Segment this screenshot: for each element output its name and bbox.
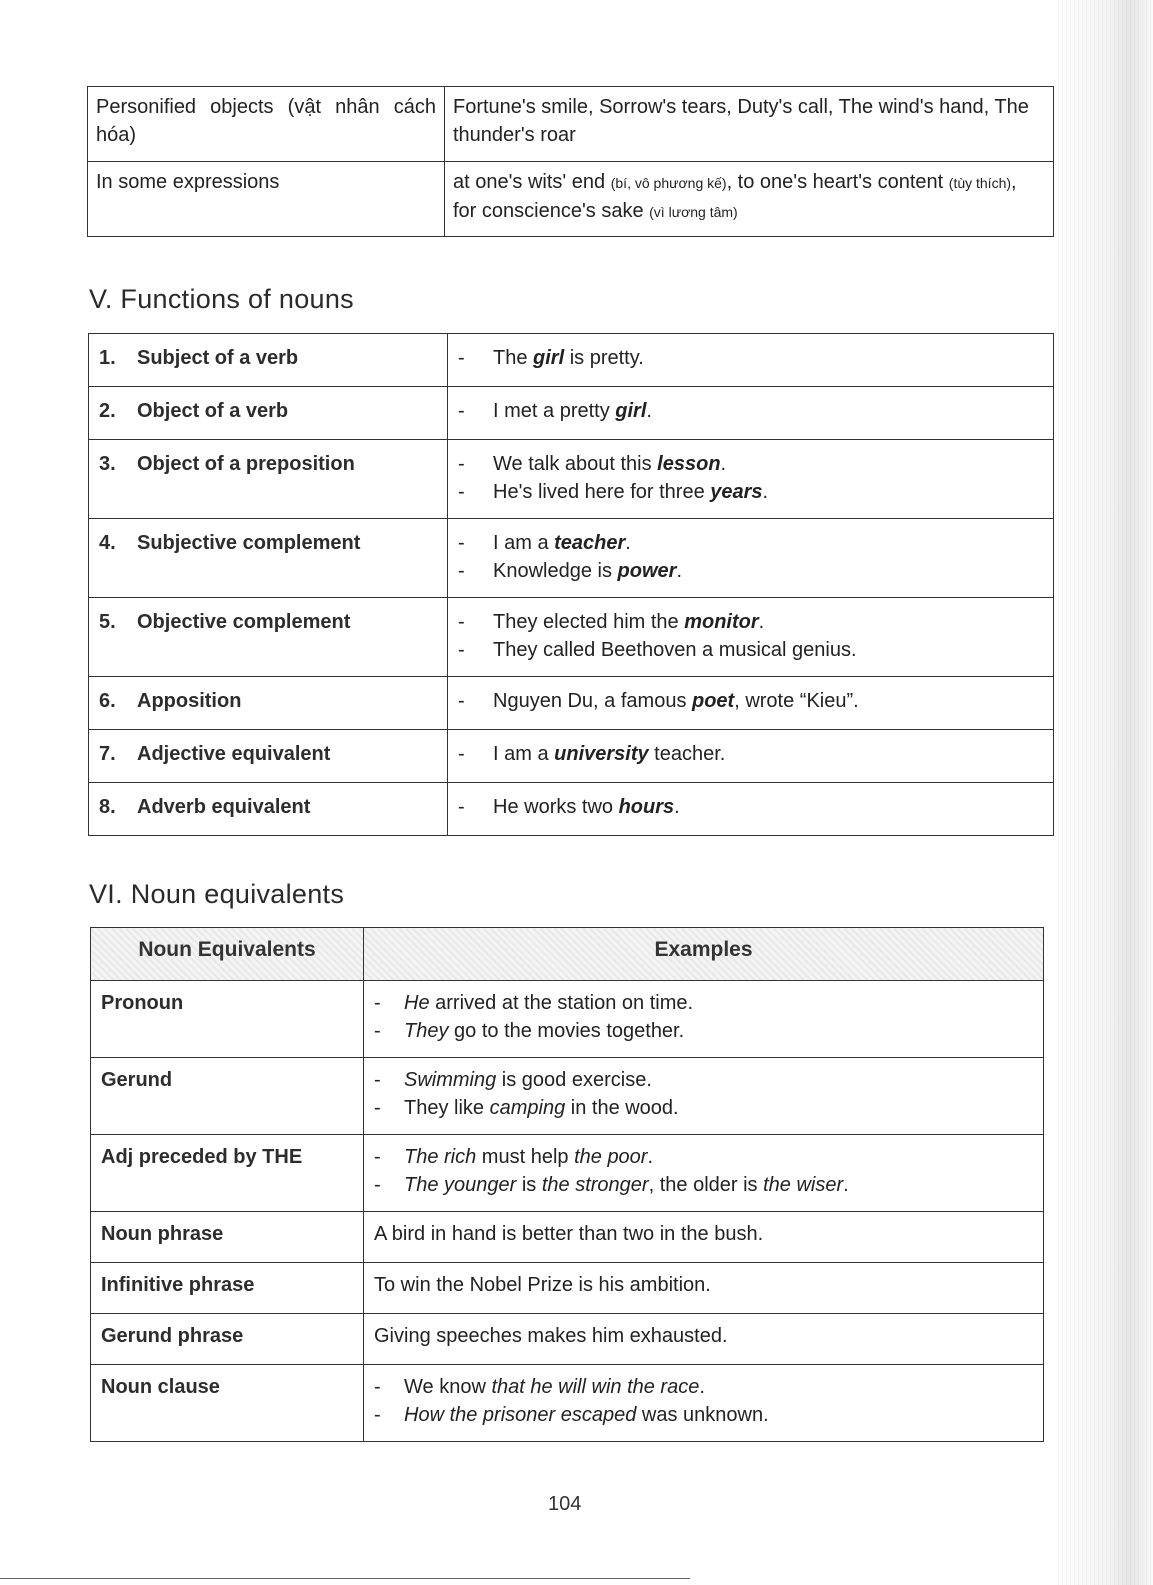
example-line: - Swimming is good exercise. <box>374 1069 652 1091</box>
column-header: Examples <box>364 928 1044 981</box>
example-line: - They elected him the monitor. <box>458 611 765 633</box>
table-row <box>89 440 1054 519</box>
example-text: at one's wits' end <box>453 171 611 193</box>
equivalent-label: Adj preceded by THE <box>91 1135 364 1212</box>
function-examples <box>448 783 1054 836</box>
row-label: In some expressions <box>88 162 445 237</box>
item-number: 4. <box>99 532 116 554</box>
item-number: 6. <box>99 690 116 712</box>
table-row <box>91 1058 1044 1135</box>
function-label <box>89 783 448 836</box>
example-line: - He's lived here for three years. <box>458 481 769 503</box>
table-row <box>91 1212 1044 1263</box>
function-name: Adjective equivalent <box>137 743 331 765</box>
table-row <box>91 1263 1044 1314</box>
scan-shadow-edge <box>1058 0 1153 1585</box>
function-label <box>89 598 448 677</box>
equivalent-examples: To win the Nobel Prize is his ambition. <box>364 1263 1044 1314</box>
example-line: - They called Beethoven a musical genius. <box>458 639 857 661</box>
item-number: 8. <box>99 796 116 818</box>
example-line: - I am a teacher. <box>458 532 631 554</box>
function-label <box>89 730 448 783</box>
function-examples <box>448 519 1054 598</box>
table-row <box>91 1135 1044 1212</box>
example-line: - He arrived at the station on time. <box>374 992 694 1014</box>
table-row <box>89 334 1054 387</box>
example-line: - We talk about this lesson. <box>458 453 727 475</box>
function-name: Apposition <box>137 690 242 712</box>
function-examples <box>448 677 1054 730</box>
example-line: - They go to the movies together. <box>374 1020 685 1042</box>
function-label <box>89 440 448 519</box>
equivalent-label: Infinitive phrase <box>91 1263 364 1314</box>
row-examples: Fortune's smile, Sorrow's tears, Duty's call, The wind's hand, The thunder's roar <box>445 87 1054 162</box>
possessive-usage-table <box>87 86 1054 237</box>
table-row <box>89 677 1054 730</box>
item-number: 7. <box>99 743 116 765</box>
example-line: - I am a university teacher. <box>458 743 726 765</box>
example-line: - He works two hours. <box>458 796 680 818</box>
equivalent-label: Noun phrase <box>91 1212 364 1263</box>
item-number: 1. <box>99 347 116 369</box>
example-line: - Nguyen Du, a famous poet, wrote “Kieu”. <box>458 690 859 712</box>
function-examples <box>448 598 1054 677</box>
function-name: Object of a verb <box>137 400 289 422</box>
table-row <box>89 783 1054 836</box>
bottom-rule <box>0 1578 690 1579</box>
function-name: Subject of a verb <box>137 347 299 369</box>
item-number: 3. <box>99 453 116 475</box>
table-row <box>89 730 1054 783</box>
table-row <box>88 87 1054 162</box>
table-row <box>89 519 1054 598</box>
vietnamese-note: (vì lương tâm) <box>649 204 738 220</box>
table-header-row <box>91 928 1044 981</box>
function-label <box>89 677 448 730</box>
table-row <box>91 1314 1044 1365</box>
equivalent-label: Gerund phrase <box>91 1314 364 1365</box>
page-number: 104 <box>548 1493 582 1515</box>
example-text: , to one's heart's content <box>726 171 949 193</box>
function-examples <box>448 334 1054 387</box>
table-row <box>91 1365 1044 1442</box>
column-header: Noun Equivalents <box>91 928 364 981</box>
vietnamese-note: (bí, vô phương kế) <box>610 175 727 191</box>
example-line: - The girl is pretty. <box>458 347 644 369</box>
function-examples <box>448 387 1054 440</box>
function-name: Subjective complement <box>137 532 361 554</box>
section-heading-noun-equivalents: VI. Noun equivalents <box>89 879 345 909</box>
example-text: , for conscience's sake <box>453 171 1017 222</box>
noun-equivalents-table <box>90 927 1044 1442</box>
function-name: Adverb equivalent <box>137 796 311 818</box>
equivalent-examples: A bird in hand is better than two in the bush. <box>364 1212 1044 1263</box>
function-name: Object of a preposition <box>137 453 355 475</box>
function-label <box>89 387 448 440</box>
vietnamese-note: (tùy thích) <box>948 175 1012 191</box>
example-line: - Knowledge is power. <box>458 560 682 582</box>
equivalent-examples <box>364 1365 1044 1442</box>
function-label <box>89 519 448 598</box>
equivalent-examples <box>364 981 1044 1058</box>
example-line: - They like camping in the wood. <box>374 1097 679 1119</box>
item-number: 5. <box>99 611 116 633</box>
example-line: - How the prisoner escaped was unknown. <box>374 1404 769 1426</box>
equivalent-label: Pronoun <box>91 981 364 1058</box>
table-row <box>91 981 1044 1058</box>
function-label <box>89 334 448 387</box>
function-examples <box>448 440 1054 519</box>
table-row <box>88 162 1054 237</box>
equivalent-label: Noun clause <box>91 1365 364 1442</box>
function-name: Objective complement <box>137 611 351 633</box>
equivalent-examples: Giving speeches makes him exhausted. <box>364 1314 1044 1365</box>
row-label: Personified objects (vật nhân cách hóa) <box>88 87 445 162</box>
section-heading-functions: V. Functions of nouns <box>89 284 354 314</box>
example-line: - I met a pretty girl. <box>458 400 652 422</box>
row-examples <box>445 162 1054 237</box>
equivalent-examples <box>364 1135 1044 1212</box>
example-line: - We know that he will win the race. <box>374 1376 705 1398</box>
equivalent-examples <box>364 1058 1044 1135</box>
table-row <box>89 387 1054 440</box>
table-row <box>89 598 1054 677</box>
example-line: - The younger is the stronger, the older is the wiser. <box>374 1174 849 1196</box>
example-line: - The rich must help the poor. <box>374 1146 654 1168</box>
item-number: 2. <box>99 400 116 422</box>
function-examples <box>448 730 1054 783</box>
functions-of-nouns-table <box>88 333 1054 836</box>
equivalent-label: Gerund <box>91 1058 364 1135</box>
